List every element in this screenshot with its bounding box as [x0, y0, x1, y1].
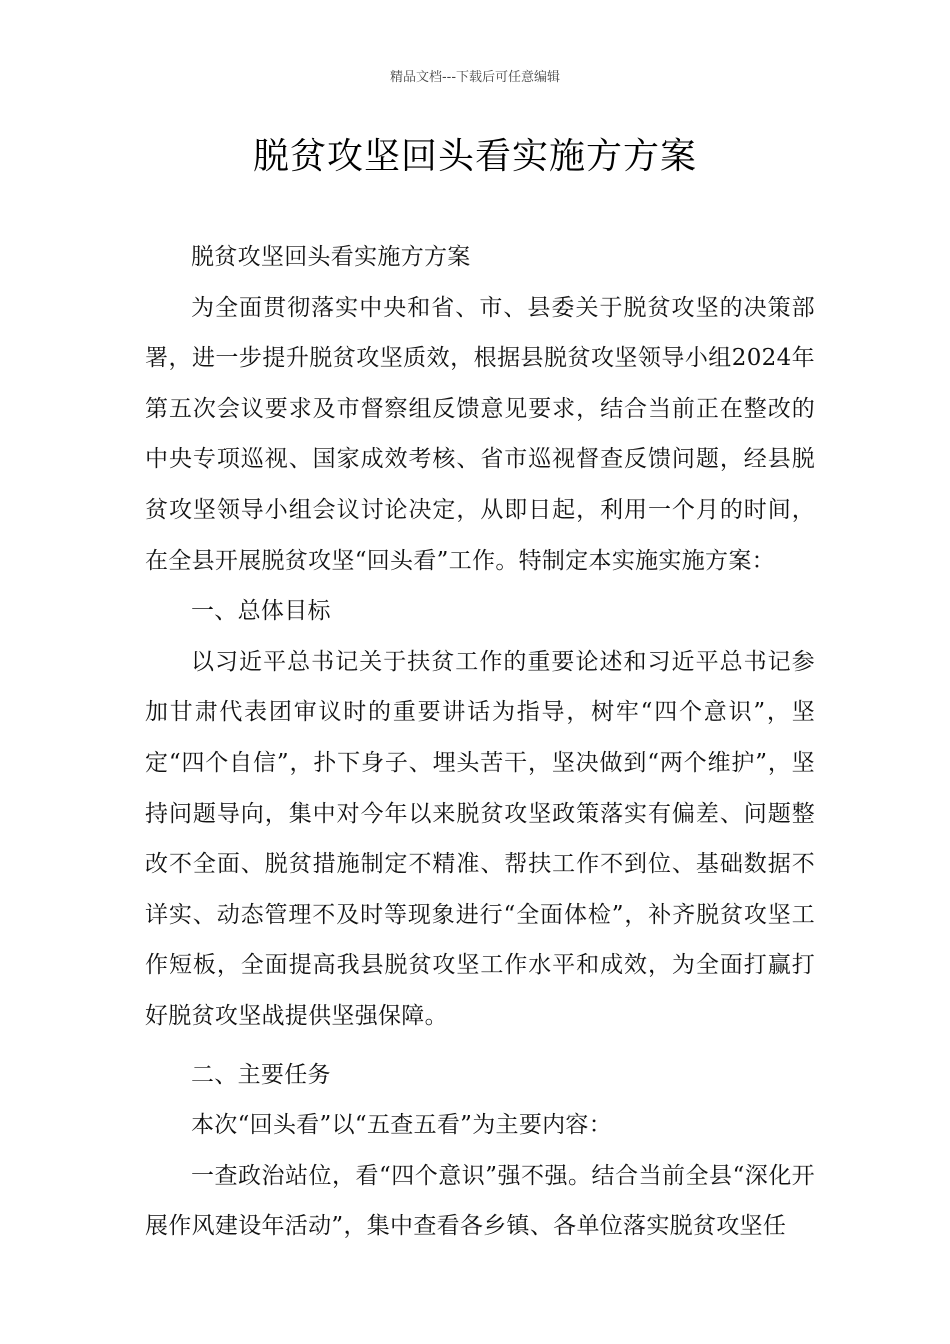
- paragraph-intro: 为全面贯彻落实中央和省、市、县委关于脱贫攻坚的决策部署，进一步提升脱贫攻坚质效，根据县脱贫攻坚领导小组2024年第五次会议要求及市督察组反馈意见要求，结合当前正在整改的中央专项巡视、国家成效考核、省市巡视督查反馈问题，经县脱贫攻坚领导小组会议讨论决定，从即日起，利用一个月的时间，在全县开展脱贫攻坚“回头看”工作。特制定本实施实施方案：: [145, 294, 815, 574]
- paragraph-task-one: 一查政治站位，看“四个意识”强不强。结合当前全县“深化开展作风建设年活动”，集中查看各乡镇、各单位落实脱贫攻坚任: [145, 1162, 815, 1240]
- document-body: [145, 232, 815, 1252]
- paragraph-subtitle: 脱贫攻坚回头看实施方方案: [191, 244, 471, 270]
- section-heading-overall-goal: 一、总体目标: [191, 598, 331, 625]
- document-title: 脱贫攻坚回头看实施方方案: [252, 136, 697, 177]
- section-heading-main-tasks: 二、主要任务: [191, 1061, 331, 1088]
- page-header-note: 精品文档---下载后可任意编辑: [389, 70, 561, 85]
- paragraph-overall-goal: 以习近平总书记关于扶贫工作的重要论述和习近平总书记参加甘肃代表团审议时的重要讲话为指导，树牢“四个意识”，坚定“四个自信”，扑下身子、埋头苦干，坚决做到“两个维护”，坚持问题导向，集中对今年以来脱贫攻坚政策落实有偏差、问题整改不全面、脱贫措施制定不精准、帮扶工作不到位、基础数据不详实、动态管理不及时等现象进行“全面体检”，补齐脱贫攻坚工作短板，全面提高我县脱贫攻坚工作水平和成效，为全面打赢打好脱贫攻坚战提供坚强保障。: [145, 648, 815, 1029]
- paragraph-main-tasks-intro: 本次“回头看”以“五查五看”为主要内容：: [191, 1112, 613, 1139]
